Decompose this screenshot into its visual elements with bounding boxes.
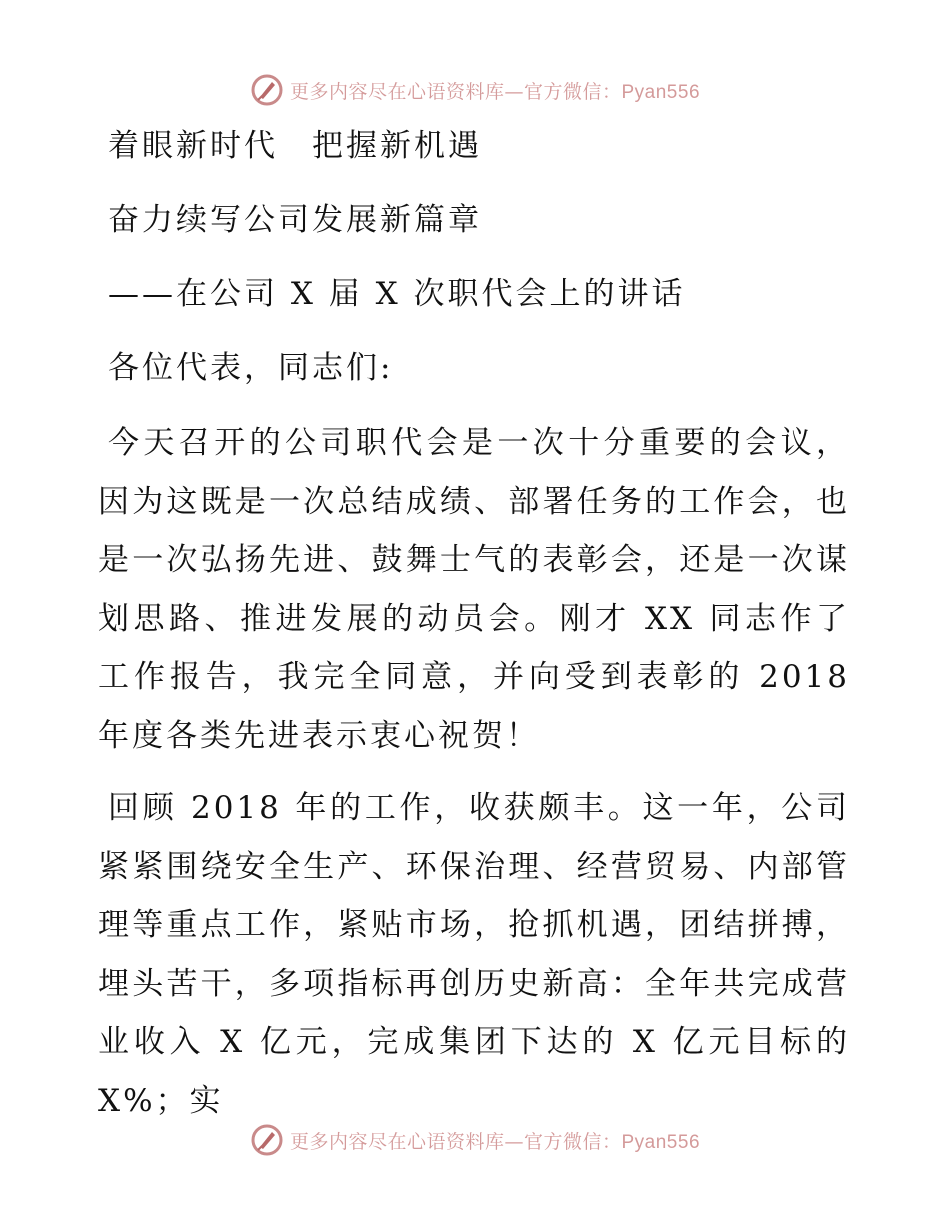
watermark-bottom [0, 1120, 950, 1160]
paragraph-2: 回顾 2018 年的工作，收获颇丰。这一年，公司紧紧围绕安全生产、环保治理、经营贸易、内部管理等重点工作，紧贴市场，抢抓机遇，团结拼搏，埋头苦干，多项指标再创历史新高：全年共完成营业收入 X 亿元，完成集团下达的 X 亿元目标的 X%；实 [98, 790, 850, 1119]
watermark-text: 更多内容尽在心语资料库—官方微信：Pyan556 [289, 1130, 701, 1153]
document-body [98, 122, 850, 1130]
subtitle: ——在公司 X 届 X 次职代会上的讲话 [108, 276, 686, 312]
quill-logo-icon [250, 1123, 284, 1157]
paragraph-1: 今天召开的公司职代会是一次十分重要的会议，因为这既是一次总结成绩、部署任务的工作会，也是一次弘扬先进、鼓舞士气的表彰会，还是一次谋划思路、推进发展的动员会。刚才 XX 同志作了工作报告，我完全同意，并向受到表彰的 2018 年度各类先进表示衷心祝贺！ [98, 425, 850, 754]
quill-logo-icon [250, 73, 284, 107]
watermark-top [0, 70, 950, 110]
salutation: 各位代表，同志们: [108, 350, 394, 386]
title-line-1: 着眼新时代 把握新机遇 [108, 128, 482, 164]
watermark-text: 更多内容尽在心语资料库—官方微信：Pyan556 [289, 80, 701, 103]
title-line-2: 奋力续写公司发展新篇章 [108, 202, 482, 238]
